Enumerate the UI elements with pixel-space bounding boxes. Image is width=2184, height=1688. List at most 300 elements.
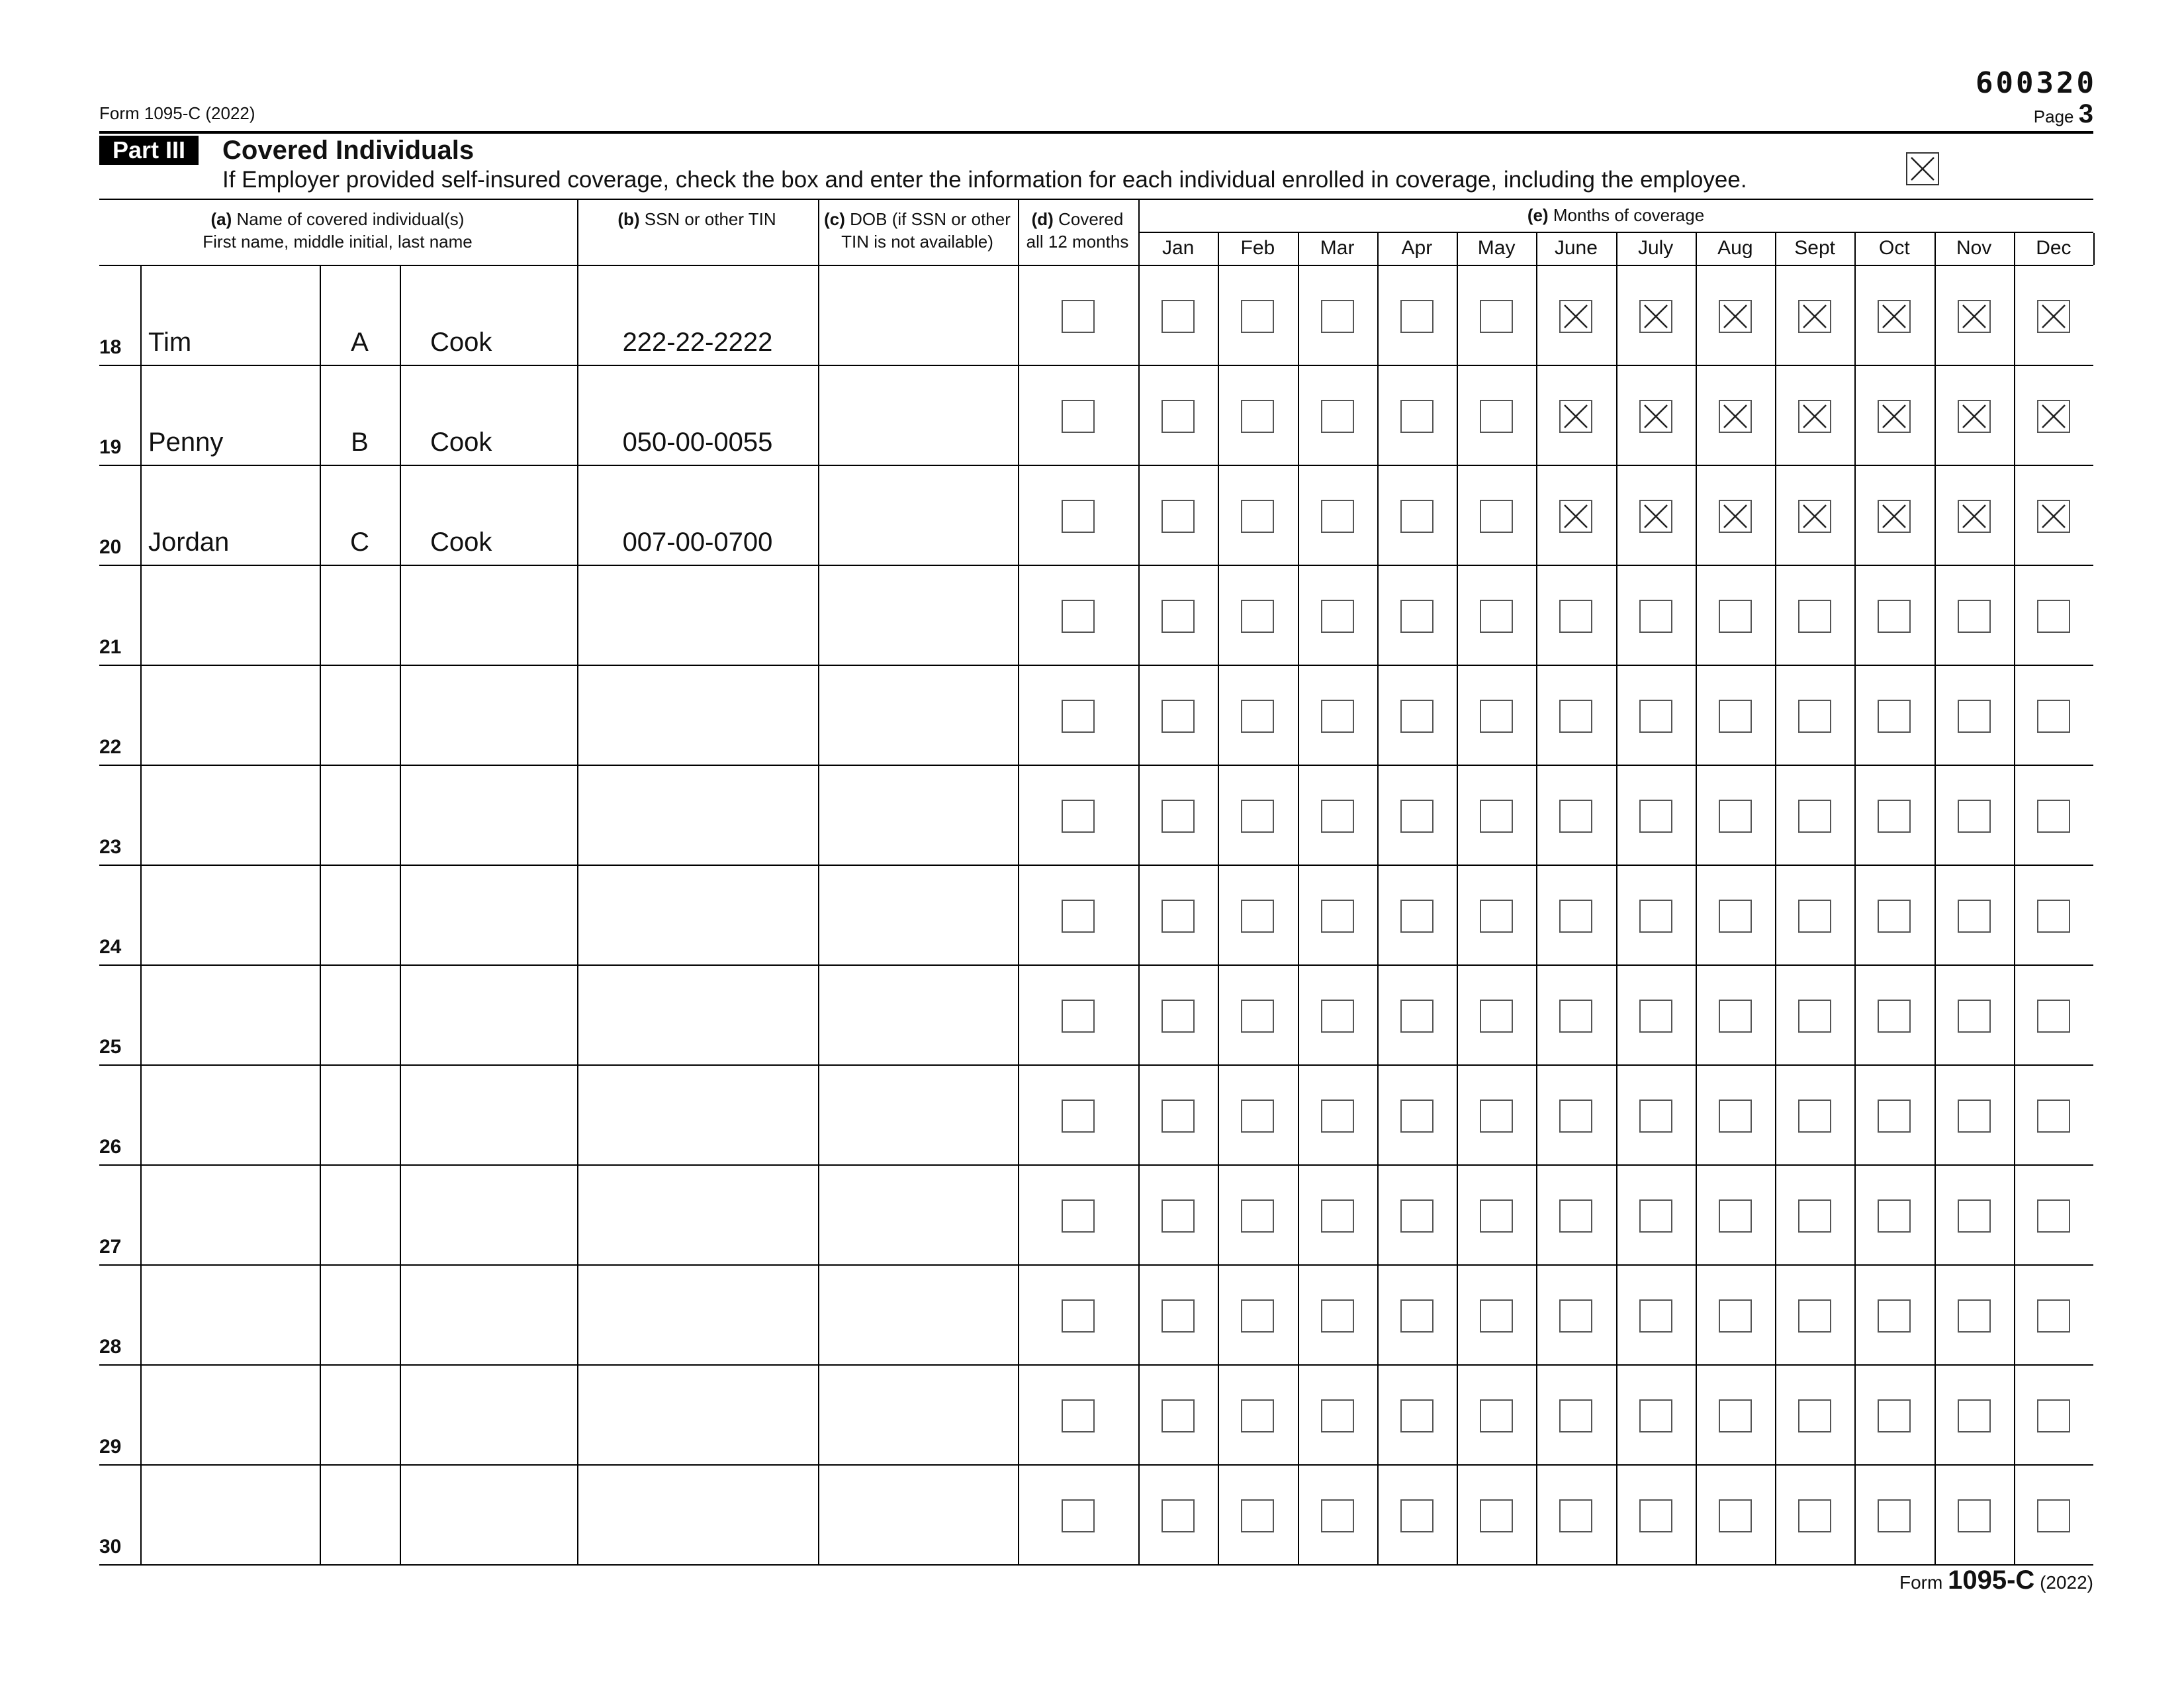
- month-checkbox[interactable]: [1559, 1399, 1592, 1432]
- column-divider: [1934, 866, 1936, 966]
- month-checkbox[interactable]: [1480, 1000, 1513, 1033]
- month-checkbox[interactable]: [1639, 1499, 1672, 1532]
- column-divider: [140, 1366, 142, 1466]
- month-checkbox[interactable]: [1161, 600, 1195, 633]
- month-checkbox[interactable]: [1878, 400, 1911, 433]
- month-checkbox[interactable]: [1719, 900, 1752, 933]
- column-divider: [1934, 1266, 1936, 1366]
- month-checkbox[interactable]: [1400, 1000, 1433, 1033]
- month-checkbox[interactable]: [1639, 500, 1672, 533]
- month-checkbox[interactable]: [1958, 700, 1991, 733]
- column-divider: [320, 866, 321, 966]
- month-checkbox[interactable]: [1639, 900, 1672, 933]
- column-divider: [577, 566, 578, 666]
- month-checkbox[interactable]: [1798, 500, 1831, 533]
- month-checkbox[interactable]: [2037, 300, 2070, 333]
- month-checkbox[interactable]: [1480, 1100, 1513, 1133]
- last-name-field[interactable]: Cook: [430, 328, 492, 357]
- month-checkbox[interactable]: [1958, 800, 1991, 833]
- month-checkbox[interactable]: [1719, 800, 1752, 833]
- month-checkbox[interactable]: [1958, 1000, 1991, 1033]
- column-divider: [1934, 366, 1936, 466]
- month-checkbox[interactable]: [1400, 400, 1433, 433]
- column-divider: [1696, 366, 1697, 466]
- month-checkbox[interactable]: [2037, 1299, 2070, 1333]
- month-checkbox[interactable]: [1480, 1299, 1513, 1333]
- month-checkbox[interactable]: [1559, 1299, 1592, 1333]
- month-checkbox[interactable]: [1559, 1499, 1592, 1532]
- month-checkbox[interactable]: [2037, 1499, 2070, 1532]
- month-checkbox[interactable]: [1400, 500, 1433, 533]
- column-divider: [818, 466, 819, 566]
- month-checkbox[interactable]: [1400, 900, 1433, 933]
- month-checkbox[interactable]: [1241, 1499, 1274, 1532]
- month-checkbox[interactable]: [2037, 1199, 2070, 1233]
- month-checkbox[interactable]: [1321, 1499, 1354, 1532]
- column-divider: [1775, 1366, 1776, 1466]
- month-checkbox[interactable]: [1480, 1199, 1513, 1233]
- covered-all-12-checkbox[interactable]: [1062, 600, 1095, 633]
- month-checkbox[interactable]: [1798, 700, 1831, 733]
- column-divider: [400, 1466, 401, 1566]
- column-divider: [1298, 1166, 1299, 1266]
- month-checkbox[interactable]: [1798, 1399, 1831, 1432]
- month-checkbox[interactable]: [1559, 300, 1592, 333]
- line-number: 25: [99, 1036, 122, 1058]
- ssn-field[interactable]: 007-00-0700: [622, 528, 773, 557]
- column-divider: [818, 1466, 819, 1566]
- month-checkbox[interactable]: [1878, 1299, 1911, 1333]
- month-checkbox[interactable]: [1559, 800, 1592, 833]
- middle-initial-field[interactable]: A: [351, 328, 369, 357]
- column-divider: [1377, 466, 1379, 566]
- column-divider: [400, 566, 401, 666]
- month-checkbox[interactable]: [1798, 1199, 1831, 1233]
- month-divider: [1457, 233, 1458, 265]
- month-checkbox[interactable]: [1161, 700, 1195, 733]
- column-divider: [1218, 866, 1219, 966]
- line-number: 30: [99, 1536, 122, 1558]
- month-checkbox[interactable]: [1400, 1100, 1433, 1133]
- covered-all-12-checkbox[interactable]: [1062, 1399, 1095, 1432]
- month-checkbox[interactable]: [1400, 1199, 1433, 1233]
- column-divider: [818, 366, 819, 466]
- top-rule: [99, 131, 2093, 134]
- month-checkbox[interactable]: [1161, 500, 1195, 533]
- month-checkbox[interactable]: [1161, 400, 1195, 433]
- line-number: 19: [99, 436, 122, 458]
- month-checkbox[interactable]: [1798, 800, 1831, 833]
- column-divider: [1934, 666, 1936, 766]
- month-checkbox[interactable]: [1958, 1199, 1991, 1233]
- column-divider: [1934, 966, 1936, 1066]
- month-checkbox[interactable]: [1480, 1399, 1513, 1432]
- column-divider: [1854, 1166, 1856, 1266]
- month-checkbox[interactable]: [1321, 300, 1354, 333]
- month-checkbox[interactable]: [1559, 1199, 1592, 1233]
- month-checkbox[interactable]: [2037, 1100, 2070, 1133]
- first-name-field[interactable]: Tim: [148, 328, 192, 357]
- month-checkbox[interactable]: [1639, 1000, 1672, 1033]
- month-checkbox[interactable]: [2037, 700, 2070, 733]
- month-checkbox[interactable]: [1559, 1000, 1592, 1033]
- column-divider: [1616, 766, 1617, 866]
- month-checkbox[interactable]: [1241, 1100, 1274, 1133]
- column-divider: [140, 1266, 142, 1366]
- month-checkbox[interactable]: [1958, 1499, 1991, 1532]
- month-checkbox[interactable]: [1798, 1100, 1831, 1133]
- column-divider: [1536, 266, 1537, 366]
- column-divider: [1696, 1366, 1697, 1466]
- month-checkbox[interactable]: [1161, 1000, 1195, 1033]
- month-checkbox[interactable]: [1719, 1199, 1752, 1233]
- month-checkbox[interactable]: [1958, 600, 1991, 633]
- column-divider: [1536, 1366, 1537, 1466]
- month-checkbox[interactable]: [1798, 300, 1831, 333]
- column-divider: [320, 1266, 321, 1366]
- month-checkbox[interactable]: [1241, 800, 1274, 833]
- month-checkbox[interactable]: [1559, 400, 1592, 433]
- month-checkbox[interactable]: [1480, 300, 1513, 333]
- column-divider: [1138, 1166, 1140, 1266]
- month-checkbox[interactable]: [1321, 600, 1354, 633]
- month-checkbox[interactable]: [1241, 500, 1274, 533]
- column-divider: [1696, 866, 1697, 966]
- month-checkbox[interactable]: [1878, 800, 1911, 833]
- column-divider: [1775, 1266, 1776, 1366]
- month-checkbox[interactable]: [1241, 400, 1274, 433]
- month-checkbox[interactable]: [1321, 500, 1354, 533]
- column-divider: [1616, 566, 1617, 666]
- month-checkbox[interactable]: [1958, 500, 1991, 533]
- column-divider: [1696, 466, 1697, 566]
- column-divider: [1536, 366, 1537, 466]
- last-name-field[interactable]: Cook: [430, 528, 492, 557]
- form-code: 600320: [1976, 66, 2097, 100]
- column-divider: [577, 1466, 578, 1566]
- month-checkbox[interactable]: [1480, 500, 1513, 533]
- month-header: Sept: [1794, 237, 1835, 259]
- month-checkbox[interactable]: [1321, 900, 1354, 933]
- column-divider: [1854, 866, 1856, 966]
- month-checkbox[interactable]: [1321, 1000, 1354, 1033]
- column-divider: [1218, 1366, 1219, 1466]
- month-checkbox[interactable]: [1639, 600, 1672, 633]
- column-divider: [1018, 866, 1019, 966]
- month-checkbox[interactable]: [1958, 1299, 1991, 1333]
- column-divider: [818, 266, 819, 366]
- month-checkbox[interactable]: [1400, 1299, 1433, 1333]
- column-divider: [2014, 766, 2015, 866]
- month-checkbox[interactable]: [2037, 500, 2070, 533]
- column-divider: [1536, 666, 1537, 766]
- month-checkbox[interactable]: [1559, 700, 1592, 733]
- month-checkbox[interactable]: [1639, 300, 1672, 333]
- month-checkbox[interactable]: [1719, 600, 1752, 633]
- line-number: 18: [99, 336, 122, 358]
- month-checkbox[interactable]: [1719, 300, 1752, 333]
- row-rule: [99, 964, 2093, 966]
- col-e-header: (e) Months of coverage: [1527, 205, 1705, 225]
- month-checkbox[interactable]: [1639, 800, 1672, 833]
- month-checkbox[interactable]: [1321, 700, 1354, 733]
- month-checkbox[interactable]: [2037, 400, 2070, 433]
- first-name-field[interactable]: Jordan: [148, 528, 230, 557]
- column-divider: [1616, 866, 1617, 966]
- covered-all-12-checkbox[interactable]: [1062, 1499, 1095, 1532]
- column-divider: [1934, 566, 1936, 666]
- column-divider: [1854, 1366, 1856, 1466]
- month-checkbox[interactable]: [1241, 700, 1274, 733]
- column-divider: [1298, 366, 1299, 466]
- column-divider: [1775, 966, 1776, 1066]
- month-checkbox[interactable]: [1241, 1199, 1274, 1233]
- column-divider: [1457, 866, 1458, 966]
- column-divider: [1298, 766, 1299, 866]
- month-checkbox[interactable]: [2037, 1000, 2070, 1033]
- month-checkbox[interactable]: [1161, 300, 1195, 333]
- month-checkbox[interactable]: [1400, 600, 1433, 633]
- month-checkbox[interactable]: [1161, 900, 1195, 933]
- month-checkbox[interactable]: [2037, 600, 2070, 633]
- month-checkbox[interactable]: [1241, 600, 1274, 633]
- month-checkbox[interactable]: [1878, 600, 1911, 633]
- month-checkbox[interactable]: [1241, 900, 1274, 933]
- column-divider: [2014, 366, 2015, 466]
- month-checkbox[interactable]: [1798, 1299, 1831, 1333]
- covered-all-12-checkbox[interactable]: [1062, 500, 1095, 533]
- column-divider: [1536, 466, 1537, 566]
- month-checkbox[interactable]: [2037, 800, 2070, 833]
- month-checkbox[interactable]: [1480, 600, 1513, 633]
- column-divider: [2014, 1166, 2015, 1266]
- month-checkbox[interactable]: [1400, 1499, 1433, 1532]
- column-divider: [1775, 366, 1776, 466]
- month-checkbox[interactable]: [1639, 1199, 1672, 1233]
- month-divider: [1377, 233, 1379, 265]
- month-checkbox[interactable]: [1400, 300, 1433, 333]
- column-divider: [1018, 1366, 1019, 1466]
- column-divider: [1536, 1266, 1537, 1366]
- column-divider: [1218, 666, 1219, 766]
- month-header: Jan: [1161, 237, 1195, 259]
- month-checkbox[interactable]: [1878, 1000, 1911, 1033]
- month-checkbox[interactable]: [1719, 500, 1752, 533]
- column-divider: [2014, 466, 2015, 566]
- column-divider: [1536, 1466, 1537, 1566]
- covered-all-12-checkbox[interactable]: [1062, 1199, 1095, 1233]
- month-checkbox[interactable]: [1321, 1100, 1354, 1133]
- ssn-field[interactable]: 050-00-0055: [622, 428, 773, 457]
- first-name-field[interactable]: Penny: [148, 428, 224, 457]
- column-divider: [1138, 666, 1140, 766]
- month-checkbox[interactable]: [1161, 1499, 1195, 1532]
- month-checkbox[interactable]: [1719, 1100, 1752, 1133]
- month-checkbox[interactable]: [1559, 600, 1592, 633]
- column-divider: [1377, 566, 1379, 666]
- month-checkbox[interactable]: [1878, 1399, 1911, 1432]
- month-checkbox[interactable]: [1958, 1399, 1991, 1432]
- column-divider: [1457, 766, 1458, 866]
- month-checkbox[interactable]: [1400, 800, 1433, 833]
- month-checkbox[interactable]: [1639, 1100, 1672, 1133]
- month-checkbox[interactable]: [1559, 500, 1592, 533]
- month-checkbox[interactable]: [1798, 600, 1831, 633]
- month-checkbox[interactable]: [1719, 400, 1752, 433]
- column-divider: [1616, 1066, 1617, 1166]
- month-checkbox[interactable]: [1639, 400, 1672, 433]
- column-divider: [1377, 366, 1379, 466]
- covered-all-12-checkbox[interactable]: [1062, 1299, 1095, 1333]
- column-divider: [1536, 566, 1537, 666]
- ssn-field[interactable]: 222-22-2222: [622, 328, 773, 357]
- column-divider: [2014, 866, 2015, 966]
- column-divider: [1854, 566, 1856, 666]
- column-divider: [1934, 466, 1936, 566]
- month-checkbox[interactable]: [1878, 700, 1911, 733]
- month-checkbox[interactable]: [1161, 1199, 1195, 1233]
- column-divider: [1696, 766, 1697, 866]
- column-divider: [400, 1066, 401, 1166]
- self-insured-checkbox[interactable]: [1906, 152, 1939, 185]
- column-divider: [1457, 1366, 1458, 1466]
- month-header: Oct: [1879, 237, 1910, 259]
- month-checkbox[interactable]: [1878, 1100, 1911, 1133]
- column-divider: [400, 866, 401, 966]
- month-divider: [1218, 233, 1219, 265]
- column-divider: [1696, 566, 1697, 666]
- column-divider: [1934, 1066, 1936, 1166]
- last-name-field[interactable]: Cook: [430, 428, 492, 457]
- month-checkbox[interactable]: [1878, 900, 1911, 933]
- month-checkbox[interactable]: [1878, 1499, 1911, 1532]
- month-checkbox[interactable]: [1241, 1399, 1274, 1432]
- covered-all-12-checkbox[interactable]: [1062, 800, 1095, 833]
- month-checkbox[interactable]: [1958, 400, 1991, 433]
- month-checkbox[interactable]: [1878, 500, 1911, 533]
- month-checkbox[interactable]: [1480, 800, 1513, 833]
- month-checkbox[interactable]: [1798, 900, 1831, 933]
- month-checkbox[interactable]: [1719, 700, 1752, 733]
- covered-all-12-checkbox[interactable]: [1062, 900, 1095, 933]
- column-divider: [577, 1166, 578, 1266]
- month-checkbox[interactable]: [1321, 1199, 1354, 1233]
- covered-all-12-checkbox[interactable]: [1062, 1000, 1095, 1033]
- month-checkbox[interactable]: [1639, 1299, 1672, 1333]
- column-divider: [320, 1466, 321, 1566]
- month-checkbox[interactable]: [1241, 300, 1274, 333]
- column-divider: [1018, 666, 1019, 766]
- form-label-top: Form 1095-C (2022): [99, 103, 255, 123]
- month-checkbox[interactable]: [1400, 1399, 1433, 1432]
- column-divider: [1934, 1166, 1936, 1266]
- month-checkbox[interactable]: [1161, 1299, 1195, 1333]
- month-checkbox[interactable]: [1798, 400, 1831, 433]
- covered-all-12-checkbox[interactable]: [1062, 1100, 1095, 1133]
- month-divider: [1138, 200, 1140, 265]
- month-checkbox[interactable]: [1241, 1000, 1274, 1033]
- month-divider: [2093, 233, 2095, 265]
- month-checkbox[interactable]: [1480, 900, 1513, 933]
- column-divider: [577, 866, 578, 966]
- month-checkbox[interactable]: [1559, 1100, 1592, 1133]
- month-checkbox[interactable]: [1958, 1100, 1991, 1133]
- column-divider: [1616, 266, 1617, 366]
- column-divider: [1775, 466, 1776, 566]
- row-rule: [99, 565, 2093, 566]
- month-checkbox[interactable]: [1639, 700, 1672, 733]
- month-checkbox[interactable]: [1719, 1299, 1752, 1333]
- month-divider: [1854, 233, 1856, 265]
- column-divider: [1218, 766, 1219, 866]
- month-checkbox[interactable]: [1161, 1100, 1195, 1133]
- month-checkbox[interactable]: [1639, 1399, 1672, 1432]
- month-checkbox[interactable]: [1321, 1299, 1354, 1333]
- month-checkbox[interactable]: [1480, 700, 1513, 733]
- month-checkbox[interactable]: [1161, 800, 1195, 833]
- column-divider: [818, 1166, 819, 1266]
- covered-all-12-checkbox[interactable]: [1062, 700, 1095, 733]
- covered-all-12-checkbox[interactable]: [1062, 400, 1095, 433]
- month-checkbox[interactable]: [1559, 900, 1592, 933]
- month-checkbox[interactable]: [1798, 1000, 1831, 1033]
- month-divider: [1536, 233, 1537, 265]
- month-checkbox[interactable]: [1878, 1199, 1911, 1233]
- middle-initial-field[interactable]: B: [351, 428, 369, 457]
- month-checkbox[interactable]: [1958, 300, 1991, 333]
- column-divider: [1775, 766, 1776, 866]
- column-divider: [1298, 466, 1299, 566]
- month-checkbox[interactable]: [1480, 400, 1513, 433]
- month-header: Nov: [1956, 237, 1992, 259]
- column-divider: [1775, 266, 1776, 366]
- month-checkbox[interactable]: [1719, 1399, 1752, 1432]
- covered-all-12-checkbox[interactable]: [1062, 300, 1095, 333]
- column-divider: [577, 666, 578, 766]
- month-checkbox[interactable]: [1798, 1499, 1831, 1532]
- month-checkbox[interactable]: [1161, 1399, 1195, 1432]
- column-divider: [577, 1066, 578, 1166]
- col-c-header: (c) DOB (if SSN or other TIN is not available): [824, 209, 1011, 252]
- month-checkbox[interactable]: [1400, 700, 1433, 733]
- middle-initial-field[interactable]: C: [350, 528, 369, 557]
- line-number: 27: [99, 1236, 122, 1258]
- month-header: May: [1477, 237, 1516, 259]
- month-checkbox[interactable]: [1719, 1000, 1752, 1033]
- month-header: Aug: [1717, 237, 1753, 259]
- month-checkbox[interactable]: [1480, 1499, 1513, 1532]
- column-divider: [1018, 566, 1019, 666]
- column-divider: [140, 1066, 142, 1166]
- page-label: [2034, 99, 2093, 129]
- column-divider: [1854, 1066, 1856, 1166]
- month-checkbox[interactable]: [1878, 300, 1911, 333]
- month-checkbox[interactable]: [1321, 1399, 1354, 1432]
- column-divider: [1934, 1466, 1936, 1566]
- month-checkbox[interactable]: [1719, 1499, 1752, 1532]
- column-divider: [140, 566, 142, 666]
- month-checkbox[interactable]: [1958, 900, 1991, 933]
- column-divider: [1138, 1266, 1140, 1366]
- month-checkbox[interactable]: [2037, 1399, 2070, 1432]
- column-divider: [320, 766, 321, 866]
- month-checkbox[interactable]: [1241, 1299, 1274, 1333]
- month-checkbox[interactable]: [1321, 800, 1354, 833]
- month-checkbox[interactable]: [2037, 900, 2070, 933]
- column-divider: [1138, 1066, 1140, 1166]
- month-checkbox[interactable]: [1321, 400, 1354, 433]
- line-number: 29: [99, 1436, 122, 1458]
